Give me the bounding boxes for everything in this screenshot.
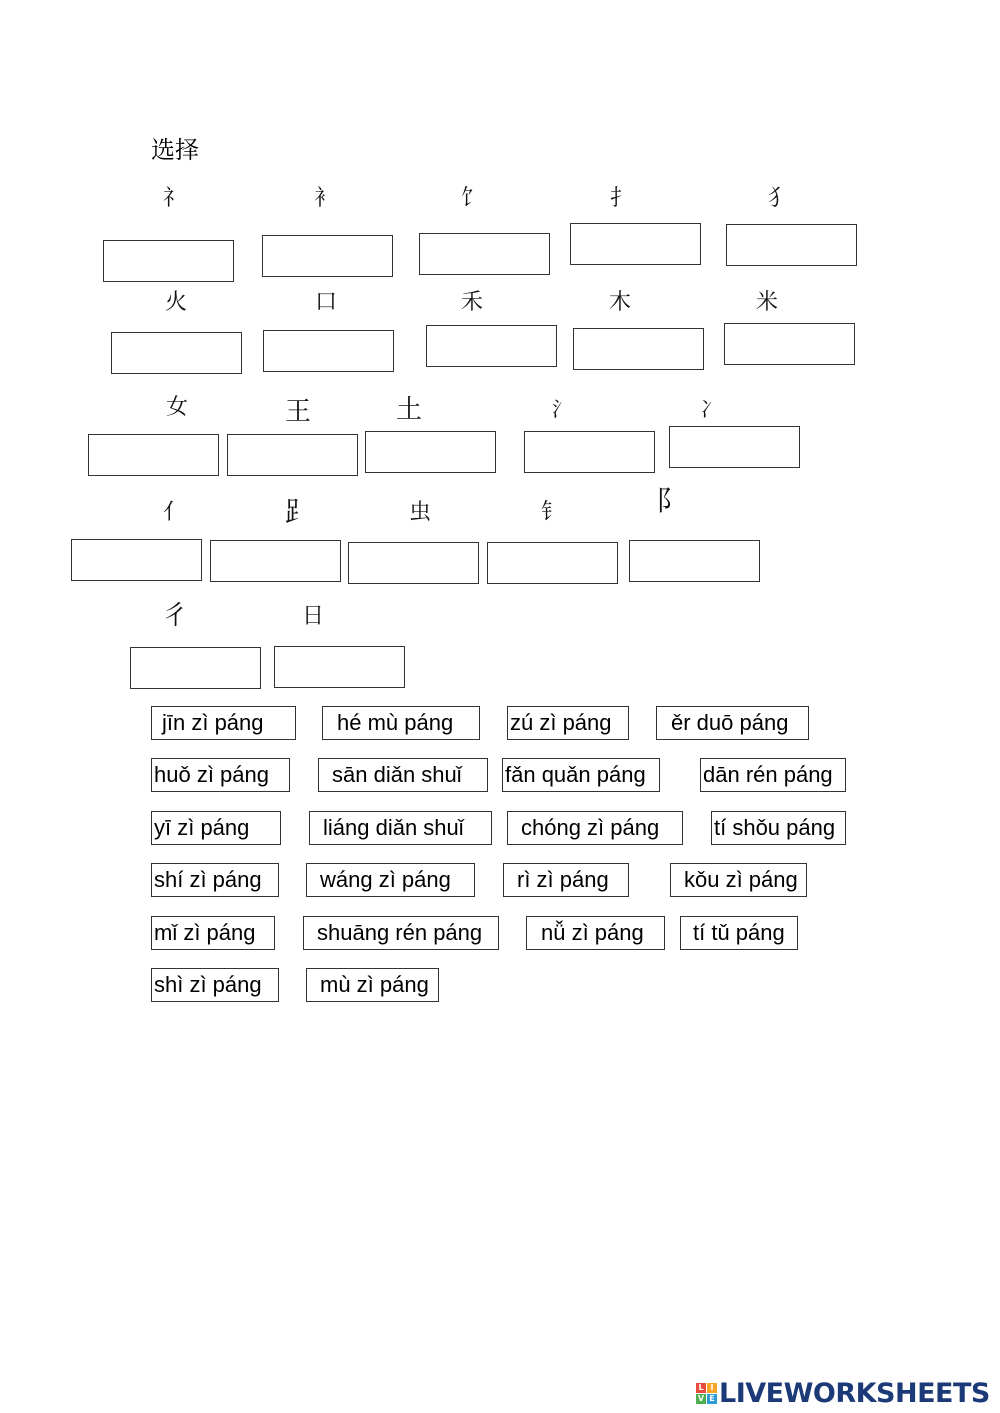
- radical-label: 土: [396, 395, 423, 425]
- radical-label: 米: [756, 290, 779, 315]
- option-ti-tu-pang[interactable]: tí tǔ páng: [680, 916, 798, 950]
- logo-mark-cell: E: [707, 1394, 717, 1404]
- logo-mark-icon: [696, 1383, 717, 1404]
- radical-label: 火: [165, 290, 188, 315]
- radical-label: 虫: [409, 500, 432, 525]
- worksheet-title: 选择: [151, 136, 199, 164]
- answer-drop-box[interactable]: [348, 542, 479, 584]
- option-jin-zi-pang[interactable]: jīn zì páng: [151, 706, 296, 740]
- answer-drop-box[interactable]: [426, 325, 557, 367]
- radical-label: 礻: [163, 186, 186, 211]
- answer-drop-box[interactable]: [487, 542, 618, 584]
- answer-drop-box[interactable]: [71, 539, 202, 581]
- answer-drop-box[interactable]: [669, 426, 800, 468]
- liveworksheets-logo: [696, 1376, 990, 1410]
- option-san-dian-shui[interactable]: sān diǎn shuǐ: [318, 758, 488, 792]
- option-fan-quan-pang[interactable]: fǎn quǎn páng: [502, 758, 660, 792]
- radical-label: 阝: [656, 484, 685, 517]
- option-mi-zi-pang[interactable]: mǐ zì páng: [151, 916, 275, 950]
- answer-drop-box[interactable]: [111, 332, 242, 374]
- answer-drop-box[interactable]: [629, 540, 760, 582]
- answer-drop-box[interactable]: [726, 224, 857, 266]
- radical-label: 口: [315, 290, 338, 315]
- radical-label: 王: [285, 397, 312, 427]
- answer-drop-box[interactable]: [570, 223, 701, 265]
- radical-label: 饣: [461, 186, 484, 211]
- logo-mark-cell: V: [697, 1393, 705, 1403]
- radical-label: 衤: [314, 186, 337, 211]
- option-chong-zi-pang[interactable]: chóng zì páng: [507, 811, 683, 845]
- option-shi-zi-pang[interactable]: shí zì páng: [151, 863, 279, 897]
- option-yi-zi-pang[interactable]: yī zì páng: [151, 811, 281, 845]
- answer-drop-box[interactable]: [263, 330, 394, 372]
- logo-mark-cell: I: [707, 1383, 717, 1393]
- radical-label: 钅: [541, 500, 564, 525]
- option-ti-shou-pang[interactable]: tí shǒu páng: [711, 811, 846, 845]
- option-ri-zi-pang[interactable]: rì zì páng: [503, 863, 629, 897]
- radical-label: 氵: [552, 397, 572, 421]
- answer-drop-box[interactable]: [365, 431, 496, 473]
- option-shi-zi-pang-2[interactable]: shì zì páng: [151, 968, 279, 1002]
- option-wang-zi-pang[interactable]: wáng zì páng: [306, 863, 475, 897]
- answer-drop-box[interactable]: [419, 233, 550, 275]
- radical-label: 犭: [768, 186, 791, 211]
- option-liang-dian-shui[interactable]: liáng diǎn shuǐ: [309, 811, 492, 845]
- answer-drop-box[interactable]: [88, 434, 219, 476]
- answer-drop-box[interactable]: [262, 235, 393, 277]
- logo-text: LIVEWORKSHEETS: [719, 1377, 990, 1409]
- radical-label: 禾: [461, 290, 484, 315]
- radical-label: 日: [302, 604, 325, 629]
- radical-label: 彳: [162, 601, 189, 631]
- option-er-duo-pang[interactable]: ěr duō páng: [656, 706, 809, 740]
- answer-drop-box[interactable]: [103, 240, 234, 282]
- answer-drop-box[interactable]: [524, 431, 655, 473]
- answer-drop-box[interactable]: [573, 328, 704, 370]
- answer-drop-box[interactable]: [210, 540, 341, 582]
- option-nu-zi-pang[interactable]: nǚ zì páng: [526, 916, 665, 950]
- option-kou-zi-pang[interactable]: kǒu zì páng: [670, 863, 807, 897]
- option-he-mu-pang[interactable]: hé mù páng: [322, 706, 480, 740]
- option-shuang-ren-pang[interactable]: shuāng rén páng: [303, 916, 499, 950]
- radical-label: 木: [609, 290, 632, 315]
- option-dan-ren-pang[interactable]: dān rén páng: [700, 758, 846, 792]
- answer-drop-box[interactable]: [724, 323, 855, 365]
- radical-label: ⻊: [284, 495, 313, 528]
- option-mu-zi-pang[interactable]: mù zì páng: [306, 968, 439, 1002]
- radical-label: 冫: [700, 397, 720, 421]
- option-huo-zi-pang[interactable]: huǒ zì páng: [151, 758, 290, 792]
- radical-label: 女: [166, 395, 189, 420]
- option-zu-zi-pang[interactable]: zú zì páng: [507, 706, 629, 740]
- answer-drop-box[interactable]: [274, 646, 405, 688]
- logo-mark-cell: L: [696, 1383, 706, 1393]
- answer-drop-box[interactable]: [130, 647, 261, 689]
- answer-drop-box[interactable]: [227, 434, 358, 476]
- radical-label: 亻: [163, 500, 186, 525]
- radical-label: 扌: [610, 186, 633, 211]
